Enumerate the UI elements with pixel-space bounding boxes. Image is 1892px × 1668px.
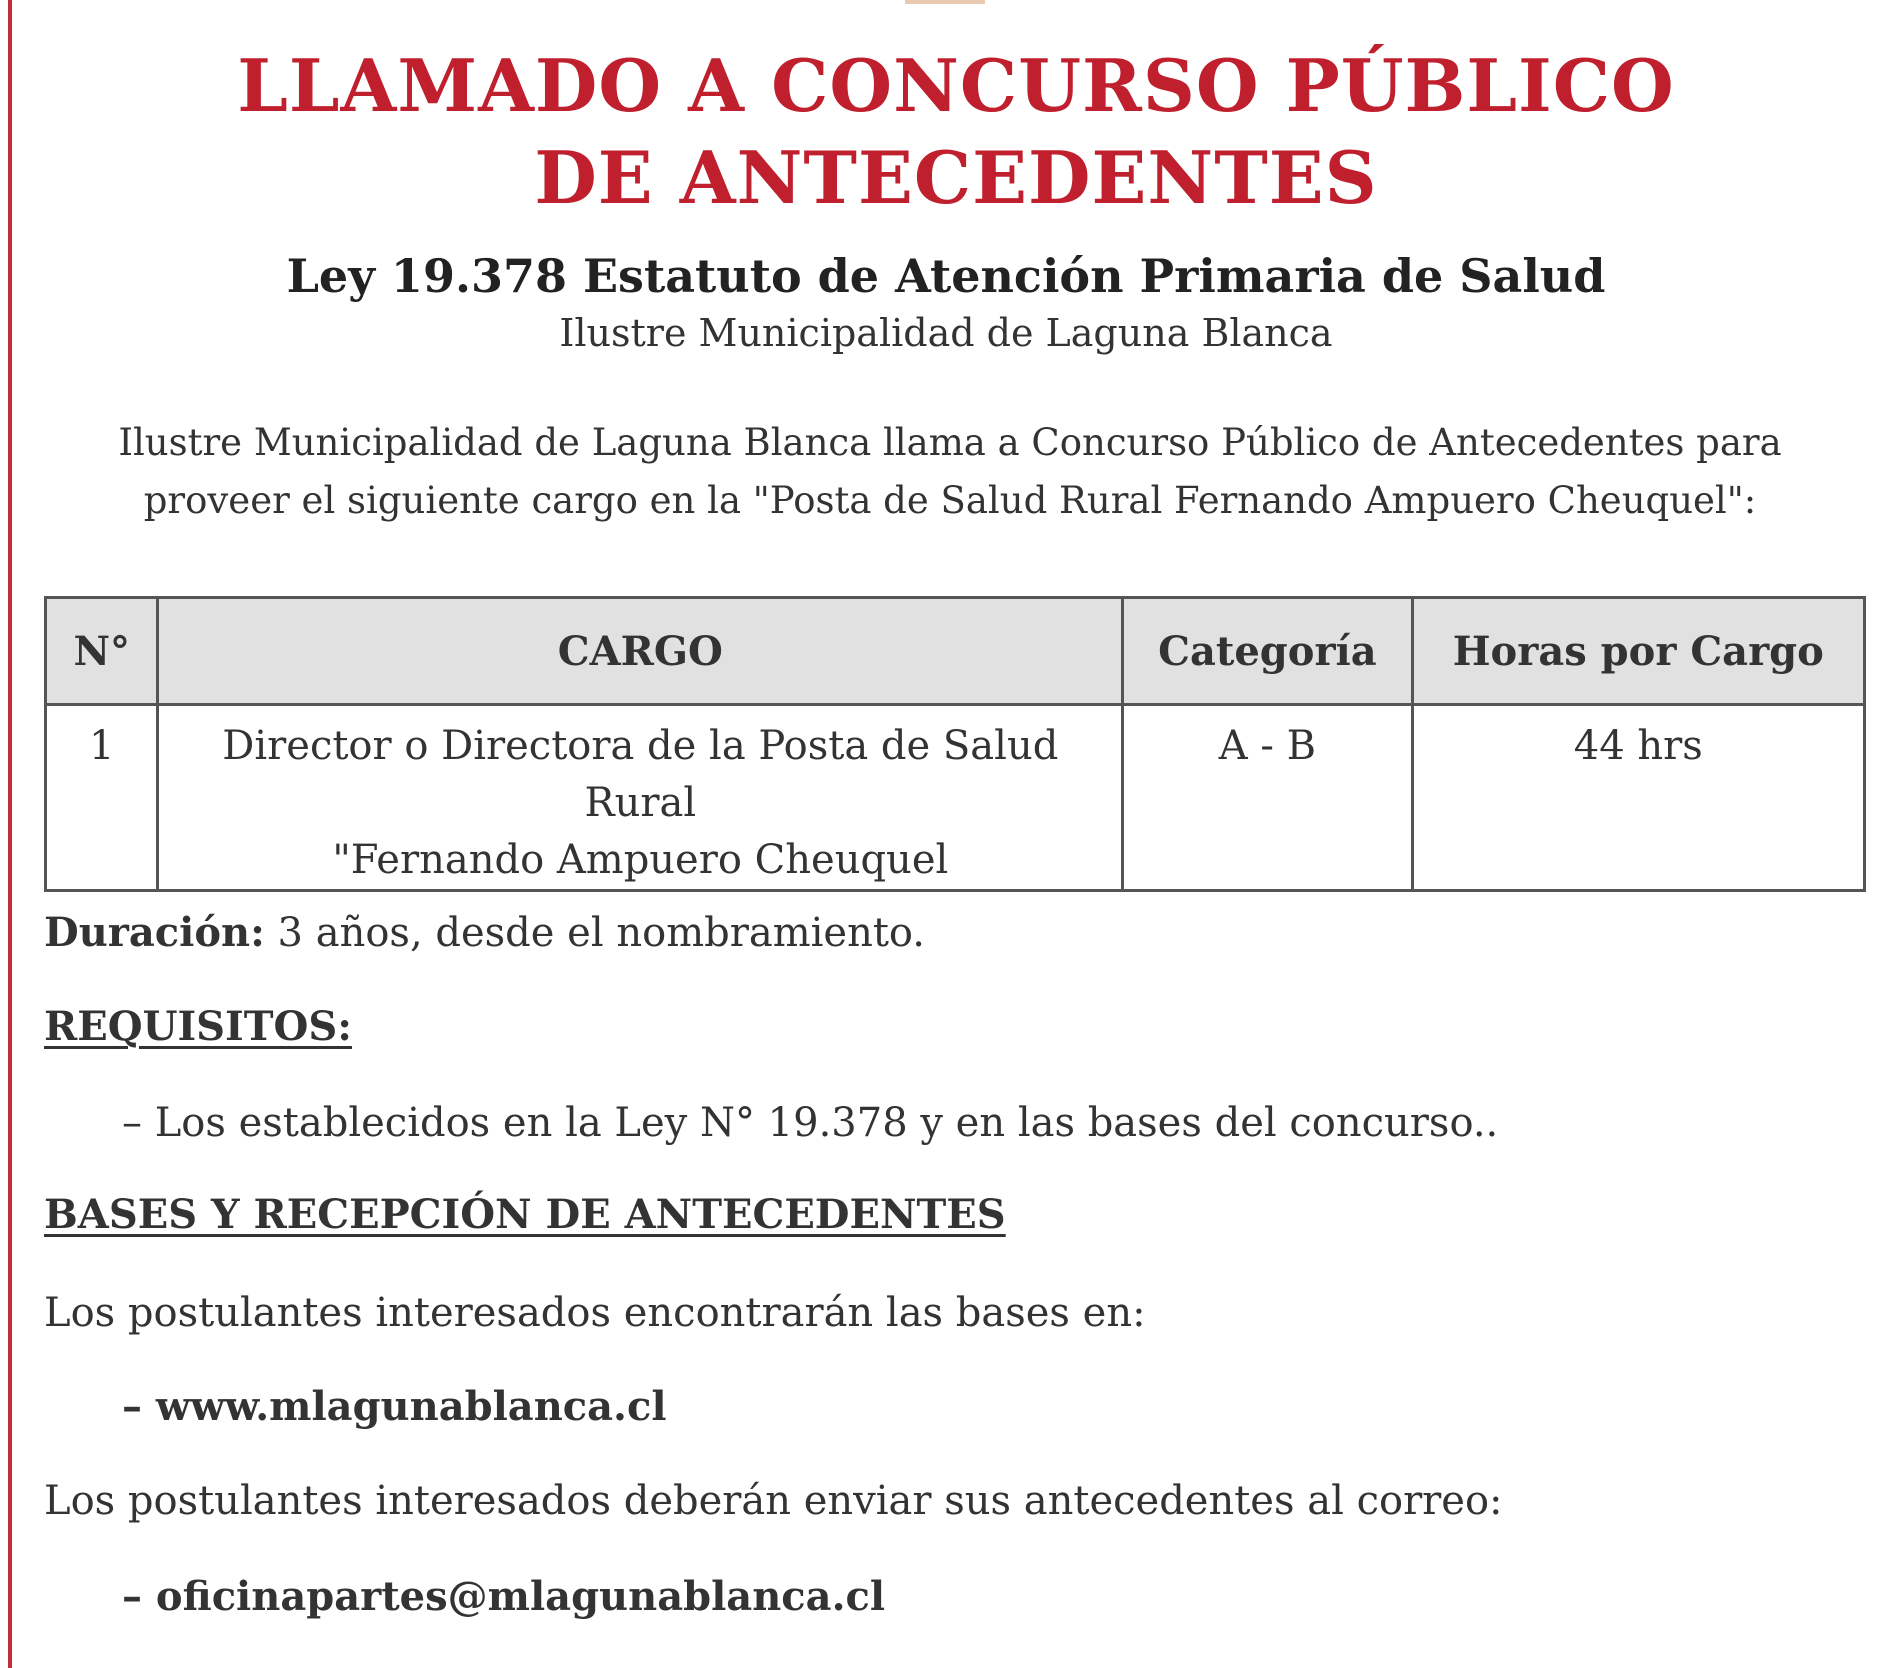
top-edge-mark: [905, 0, 985, 4]
duration-label: Duración:: [44, 909, 265, 956]
header-cargo: CARGO: [158, 598, 1123, 705]
table-header-row: [46, 598, 1865, 705]
intro-line-2: proveer el siguiente cargo en la "Posta de Salud Rural Fernando Ampuero Cheuquel":: [143, 479, 1757, 522]
duration-value: 3 años, desde el nombramiento.: [264, 910, 926, 956]
title-line-2: DE ANTECEDENTES: [534, 135, 1378, 220]
cell-horas: 44 hrs: [1412, 705, 1864, 891]
cell-categoria: A - B: [1123, 705, 1412, 891]
duration-line: [44, 906, 925, 960]
requirements-heading: REQUISITOS:: [44, 1003, 353, 1050]
website-link[interactable]: – www.mlagunablanca.cl: [122, 1383, 667, 1430]
table-row: [46, 705, 1865, 891]
intro-line-1: Ilustre Municipalidad de Laguna Blanca llama a Concurso Público de Antecedentes para: [118, 421, 1782, 464]
header-number: N°: [46, 598, 158, 705]
cargo-line-2: "Fernando Ampuero Cheuquel: [332, 837, 949, 883]
bases-heading: BASES Y RECEPCIÓN DE ANTECEDENTES: [44, 1191, 1006, 1238]
bases-text-2: Los postulantes interesados deberán enviar sus antecedentes al correo:: [44, 1478, 1503, 1524]
cargo-line-1: Director o Directora de la Posta de Salud Rural: [222, 723, 1059, 826]
header-categoria: Categoría: [1123, 598, 1412, 705]
cell-cargo: [158, 705, 1123, 891]
positions-table: [44, 596, 1866, 892]
header-horas: Horas por Cargo: [1412, 598, 1864, 705]
bases-text-1: Los postulantes interesados encontrarán las bases en:: [44, 1290, 1146, 1336]
email-link[interactable]: – oficinapartes@mlagunablanca.cl: [122, 1573, 886, 1620]
cell-number: 1: [46, 705, 158, 891]
law-subtitle: Ley 19.378 Estatuto de Atención Primaria de Salud: [286, 249, 1606, 303]
intro-paragraph: [50, 414, 1850, 530]
requirements-item: – Los establecidos en la Ley N° 19.378 y en las bases del concurso..: [122, 1100, 1499, 1146]
issuer-name: Ilustre Municipalidad de Laguna Blanca: [559, 311, 1333, 355]
title-line-1: LLAMADO A CONCURSO PÚBLICO: [237, 43, 1675, 128]
